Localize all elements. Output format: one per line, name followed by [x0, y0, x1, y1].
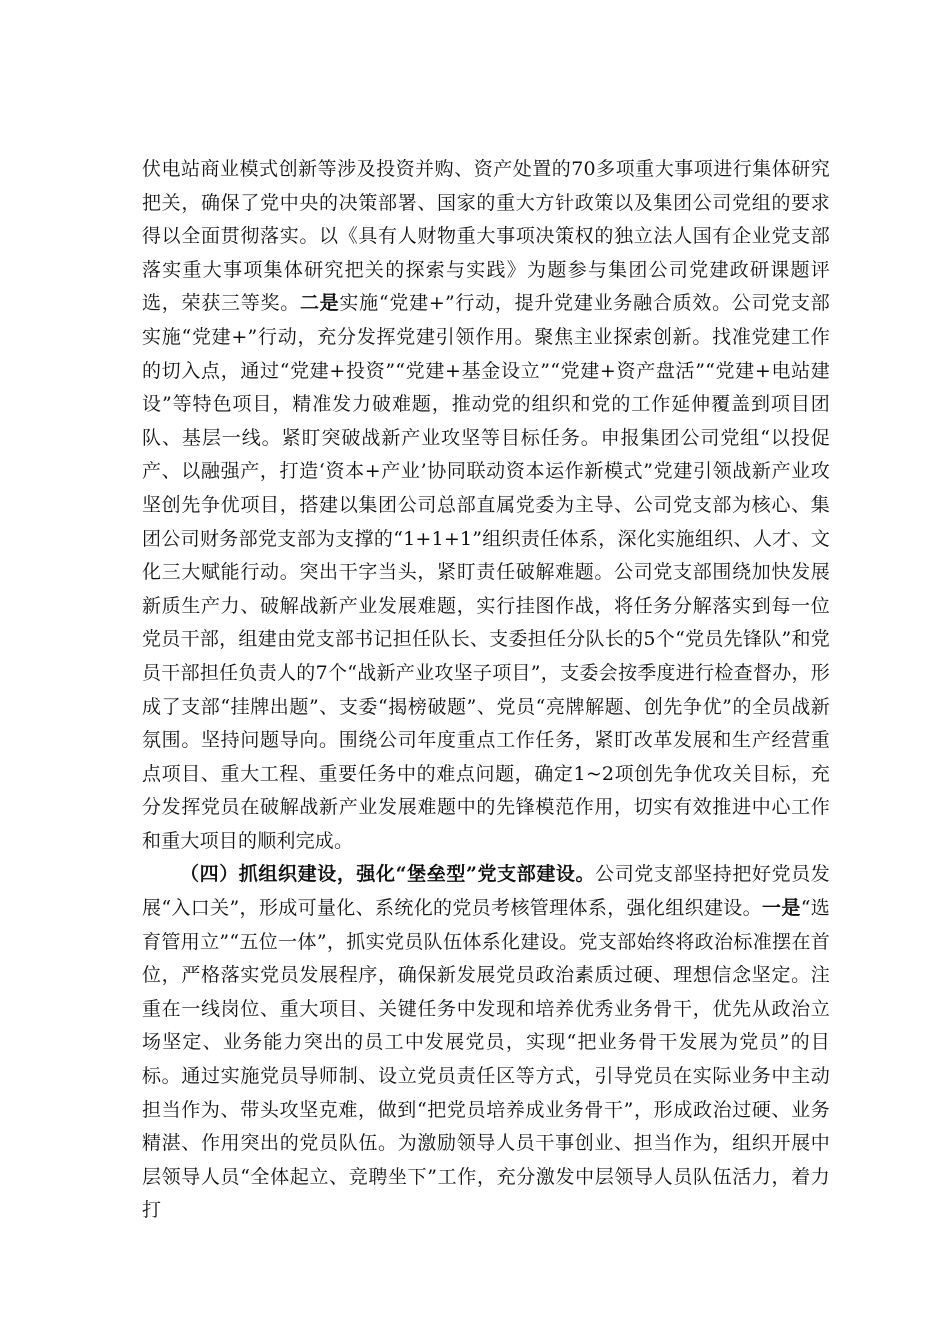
paragraph-section-four — [142, 858, 830, 1228]
paragraph-2-heading-yiShi: 一是 — [762, 897, 801, 920]
paragraph-2-text-2: “选育管用立”“五位一体”，抓实党员队伍体系化建设。党支部始终将政治标准摆在首位，严格落实党员发展程序，确保新发展党员政治素质过硬、理想信念坚定。注重在一线岗位、重大项目、关键任务中发现和培养优秀业务骨干，优先从政治立场坚定、业务能力突出的员工中发展党员，实现“把业务骨干发展为党员”的目标。通过实施党员导师制、设立党员责任区等方式，引导党员在实际业务中主动担当作为、带头攻坚克难，做到“把党员培养成业务骨干”，形成政治过硬、业务精湛、作用突出的党员队伍。为激励领导人员干事创业、担当作为，组织开展中层领导人员“全体起立、竞聘坐下”工作，充分激发中层领导人员队伍活力，着力打 — [142, 897, 830, 1222]
paragraph-1-text-1: 伏电站商业模式创新等涉及投资并购、资产处置的70多项重大事项进行集体研究把关，确保了党中央的决策部署、国家的重大方针政策以及集团公司党组的要求得以全面贯彻落实。以《具有人财物重大事项决策权的独立法人国有企业党支部落实重大事项集体研究把关的探索与实践》为题参与集团公司党建政研课题评选，荣获三等奖。 — [142, 158, 830, 315]
paragraph-1-heading-erShi: 二是 — [299, 292, 340, 315]
paragraph-continued — [142, 153, 830, 858]
document-body — [142, 153, 830, 1228]
paragraph-2-text-1: 公司党支部坚持把好党员发展“入口关”，形成可量化、系统化的党员考核管理体系，强化组织建设。 — [142, 863, 830, 920]
section-four-heading: （四）抓组织建设，强化“堡垒型”党支部建设。 — [180, 863, 596, 886]
paragraph-1-text-2: 实施“党建+”行动，提升党建业务融合质效。公司党支部实施“党建+”行动，充分发挥党建引领作用。聚焦主业探索创新。找准党建工作的切入点，通过“党建+投资”“党建+基金设立”“党建+资产盘活”“党建+电站建设”等特色项目，精准发力破难题，推动党的组织和党的工作延伸覆盖到项目团队、基层一线。紧盯突破战新产业攻坚等目标任务。申报集团公司党组“以投促产、以融强产，打造‘资本+产业’协同联动资本运作新模式”党建引领战新产业攻坚创先争优项目，搭建以集团公司总部直属党委为主导、公司党支部为核心、集团公司财务部党支部为支撑的“1+1+1”组织责任体系，深化实施组织、人才、文化三大赋能行动。突出干字当头，紧盯责任破解难题。公司党支部围绕加快发展新质生产力、破解战新产业发展难题，实行挂图作战，将任务分解落实到每一位党员干部，组建由党支部书记担任队长、支委担任分队长的5个“党员先锋队”和党员干部担任负责人的7个“战新产业攻坚子项目”，支委会按季度进行检查督办，形成了支部“挂牌出题”、支委“揭榜破题”、党员“亮牌解题、创先争优”的全员战新氛围。坚持问题导向。围绕公司年度重点工作任务，紧盯改革发展和生产经营重点项目、重大工程、重要任务中的难点问题，确定1~2项创先争优攻关目标，充分发挥党员在破解战新产业发展难题中的先锋模范作用，切实有效推进中心工作和重大项目的顺利完成。 — [142, 292, 830, 852]
